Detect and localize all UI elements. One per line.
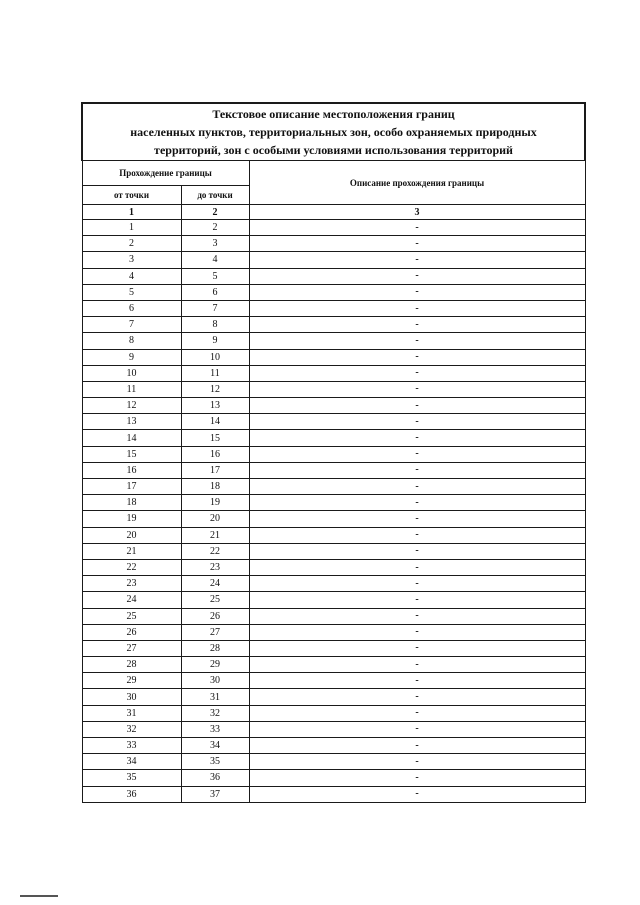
cell-to-point: 14 [181,414,249,430]
table-row [82,527,585,543]
cell-to-point: 33 [181,721,249,737]
table-row [82,624,585,640]
cell-description: - [249,236,585,252]
cell-to-point: 30 [181,673,249,689]
table-row [82,511,585,527]
cell-from-point: 19 [82,511,181,527]
cell-to-point: 5 [181,268,249,284]
table-row [82,543,585,559]
cell-description: - [249,317,585,333]
cell-from-point: 4 [82,268,181,284]
cell-to-point: 18 [181,479,249,495]
cell-from-point: 20 [82,527,181,543]
scan-artifact [20,895,58,897]
cell-description: - [249,559,585,575]
table-row [82,365,585,381]
header-description: Описание прохождения границы [249,161,585,205]
table-row [82,721,585,737]
table-row [82,495,585,511]
cell-to-point: 35 [181,754,249,770]
cell-description: - [249,284,585,300]
cell-to-point: 2 [181,220,249,236]
cell-from-point: 18 [82,495,181,511]
column-number: 3 [249,205,585,220]
cell-to-point: 26 [181,608,249,624]
cell-to-point: 27 [181,624,249,640]
cell-from-point: 8 [82,333,181,349]
table-row [82,786,585,802]
cell-to-point: 9 [181,333,249,349]
cell-from-point: 14 [82,430,181,446]
cell-description: - [249,640,585,656]
cell-description: - [249,333,585,349]
cell-description: - [249,300,585,316]
table-row [82,381,585,397]
cell-to-point: 6 [181,284,249,300]
cell-description: - [249,705,585,721]
header-from-point: от точки [82,186,181,205]
cell-description: - [249,381,585,397]
table-row [82,770,585,786]
cell-to-point: 17 [181,462,249,478]
cell-description: - [249,673,585,689]
column-number: 2 [181,205,249,220]
cell-to-point: 15 [181,430,249,446]
cell-from-point: 30 [82,689,181,705]
table-row [82,608,585,624]
cell-from-point: 36 [82,786,181,802]
table-row [82,559,585,575]
table-row [82,398,585,414]
cell-to-point: 31 [181,689,249,705]
cell-description: - [249,462,585,478]
table-row [82,268,585,284]
table-row [82,414,585,430]
title-line: территорий, зон с особыми условиями использования территорий [154,143,513,157]
cell-from-point: 12 [82,398,181,414]
cell-from-point: 16 [82,462,181,478]
cell-from-point: 29 [82,673,181,689]
cell-description: - [249,495,585,511]
cell-from-point: 9 [82,349,181,365]
table-row [82,640,585,656]
cell-description: - [249,689,585,705]
cell-description: - [249,220,585,236]
table-title [82,103,585,161]
cell-to-point: 20 [181,511,249,527]
cell-to-point: 32 [181,705,249,721]
cell-from-point: 11 [82,381,181,397]
cell-to-point: 8 [181,317,249,333]
header-to-point: до точки [181,186,249,205]
cell-to-point: 36 [181,770,249,786]
cell-description: - [249,543,585,559]
cell-description: - [249,738,585,754]
cell-description: - [249,770,585,786]
cell-from-point: 27 [82,640,181,656]
table-row [82,754,585,770]
table-row [82,430,585,446]
cell-description: - [249,721,585,737]
table-row [82,446,585,462]
table-row [82,349,585,365]
cell-from-point: 23 [82,576,181,592]
table-row [82,657,585,673]
cell-to-point: 28 [181,640,249,656]
cell-to-point: 11 [181,365,249,381]
cell-to-point: 22 [181,543,249,559]
cell-description: - [249,786,585,802]
cell-from-point: 6 [82,300,181,316]
cell-from-point: 21 [82,543,181,559]
title-line: Текстовое описание местоположения границ [212,107,455,121]
cell-from-point: 35 [82,770,181,786]
cell-to-point: 23 [181,559,249,575]
table-row [82,284,585,300]
table-row [82,317,585,333]
cell-description: - [249,624,585,640]
cell-from-point: 17 [82,479,181,495]
cell-to-point: 29 [181,657,249,673]
cell-from-point: 2 [82,236,181,252]
table-row [82,576,585,592]
cell-from-point: 10 [82,365,181,381]
cell-description: - [249,365,585,381]
cell-to-point: 4 [181,252,249,268]
table-row [82,333,585,349]
cell-to-point: 12 [181,381,249,397]
table-row [82,673,585,689]
table-row [82,300,585,316]
cell-to-point: 7 [181,300,249,316]
cell-description: - [249,414,585,430]
cell-from-point: 3 [82,252,181,268]
cell-description: - [249,657,585,673]
cell-to-point: 34 [181,738,249,754]
cell-from-point: 31 [82,705,181,721]
table-row [82,462,585,478]
table-row [82,220,585,236]
cell-description: - [249,430,585,446]
cell-from-point: 15 [82,446,181,462]
cell-description: - [249,252,585,268]
cell-to-point: 13 [181,398,249,414]
cell-description: - [249,446,585,462]
cell-to-point: 16 [181,446,249,462]
cell-to-point: 3 [181,236,249,252]
cell-to-point: 10 [181,349,249,365]
title-line: населенных пунктов, территориальных зон, особо охраняемых природных [130,125,537,139]
cell-from-point: 32 [82,721,181,737]
table-row [82,592,585,608]
cell-to-point: 24 [181,576,249,592]
cell-to-point: 25 [181,592,249,608]
cell-from-point: 1 [82,220,181,236]
cell-description: - [249,754,585,770]
table-body [82,220,585,803]
cell-from-point: 5 [82,284,181,300]
cell-from-point: 22 [82,559,181,575]
table-row [82,689,585,705]
header-passage: Прохождение границы [82,161,249,186]
cell-description: - [249,349,585,365]
cell-to-point: 37 [181,786,249,802]
cell-to-point: 19 [181,495,249,511]
cell-from-point: 28 [82,657,181,673]
table-row [82,252,585,268]
cell-from-point: 24 [82,592,181,608]
cell-description: - [249,511,585,527]
table-row [82,738,585,754]
cell-from-point: 34 [82,754,181,770]
table-row [82,479,585,495]
column-number: 1 [82,205,181,220]
table-row [82,236,585,252]
cell-description: - [249,527,585,543]
cell-description: - [249,268,585,284]
cell-description: - [249,608,585,624]
cell-from-point: 26 [82,624,181,640]
cell-from-point: 13 [82,414,181,430]
cell-description: - [249,592,585,608]
cell-from-point: 7 [82,317,181,333]
cell-description: - [249,576,585,592]
boundary-description-table [81,102,586,803]
cell-from-point: 25 [82,608,181,624]
table-row [82,705,585,721]
cell-description: - [249,398,585,414]
cell-from-point: 33 [82,738,181,754]
cell-description: - [249,479,585,495]
cell-to-point: 21 [181,527,249,543]
